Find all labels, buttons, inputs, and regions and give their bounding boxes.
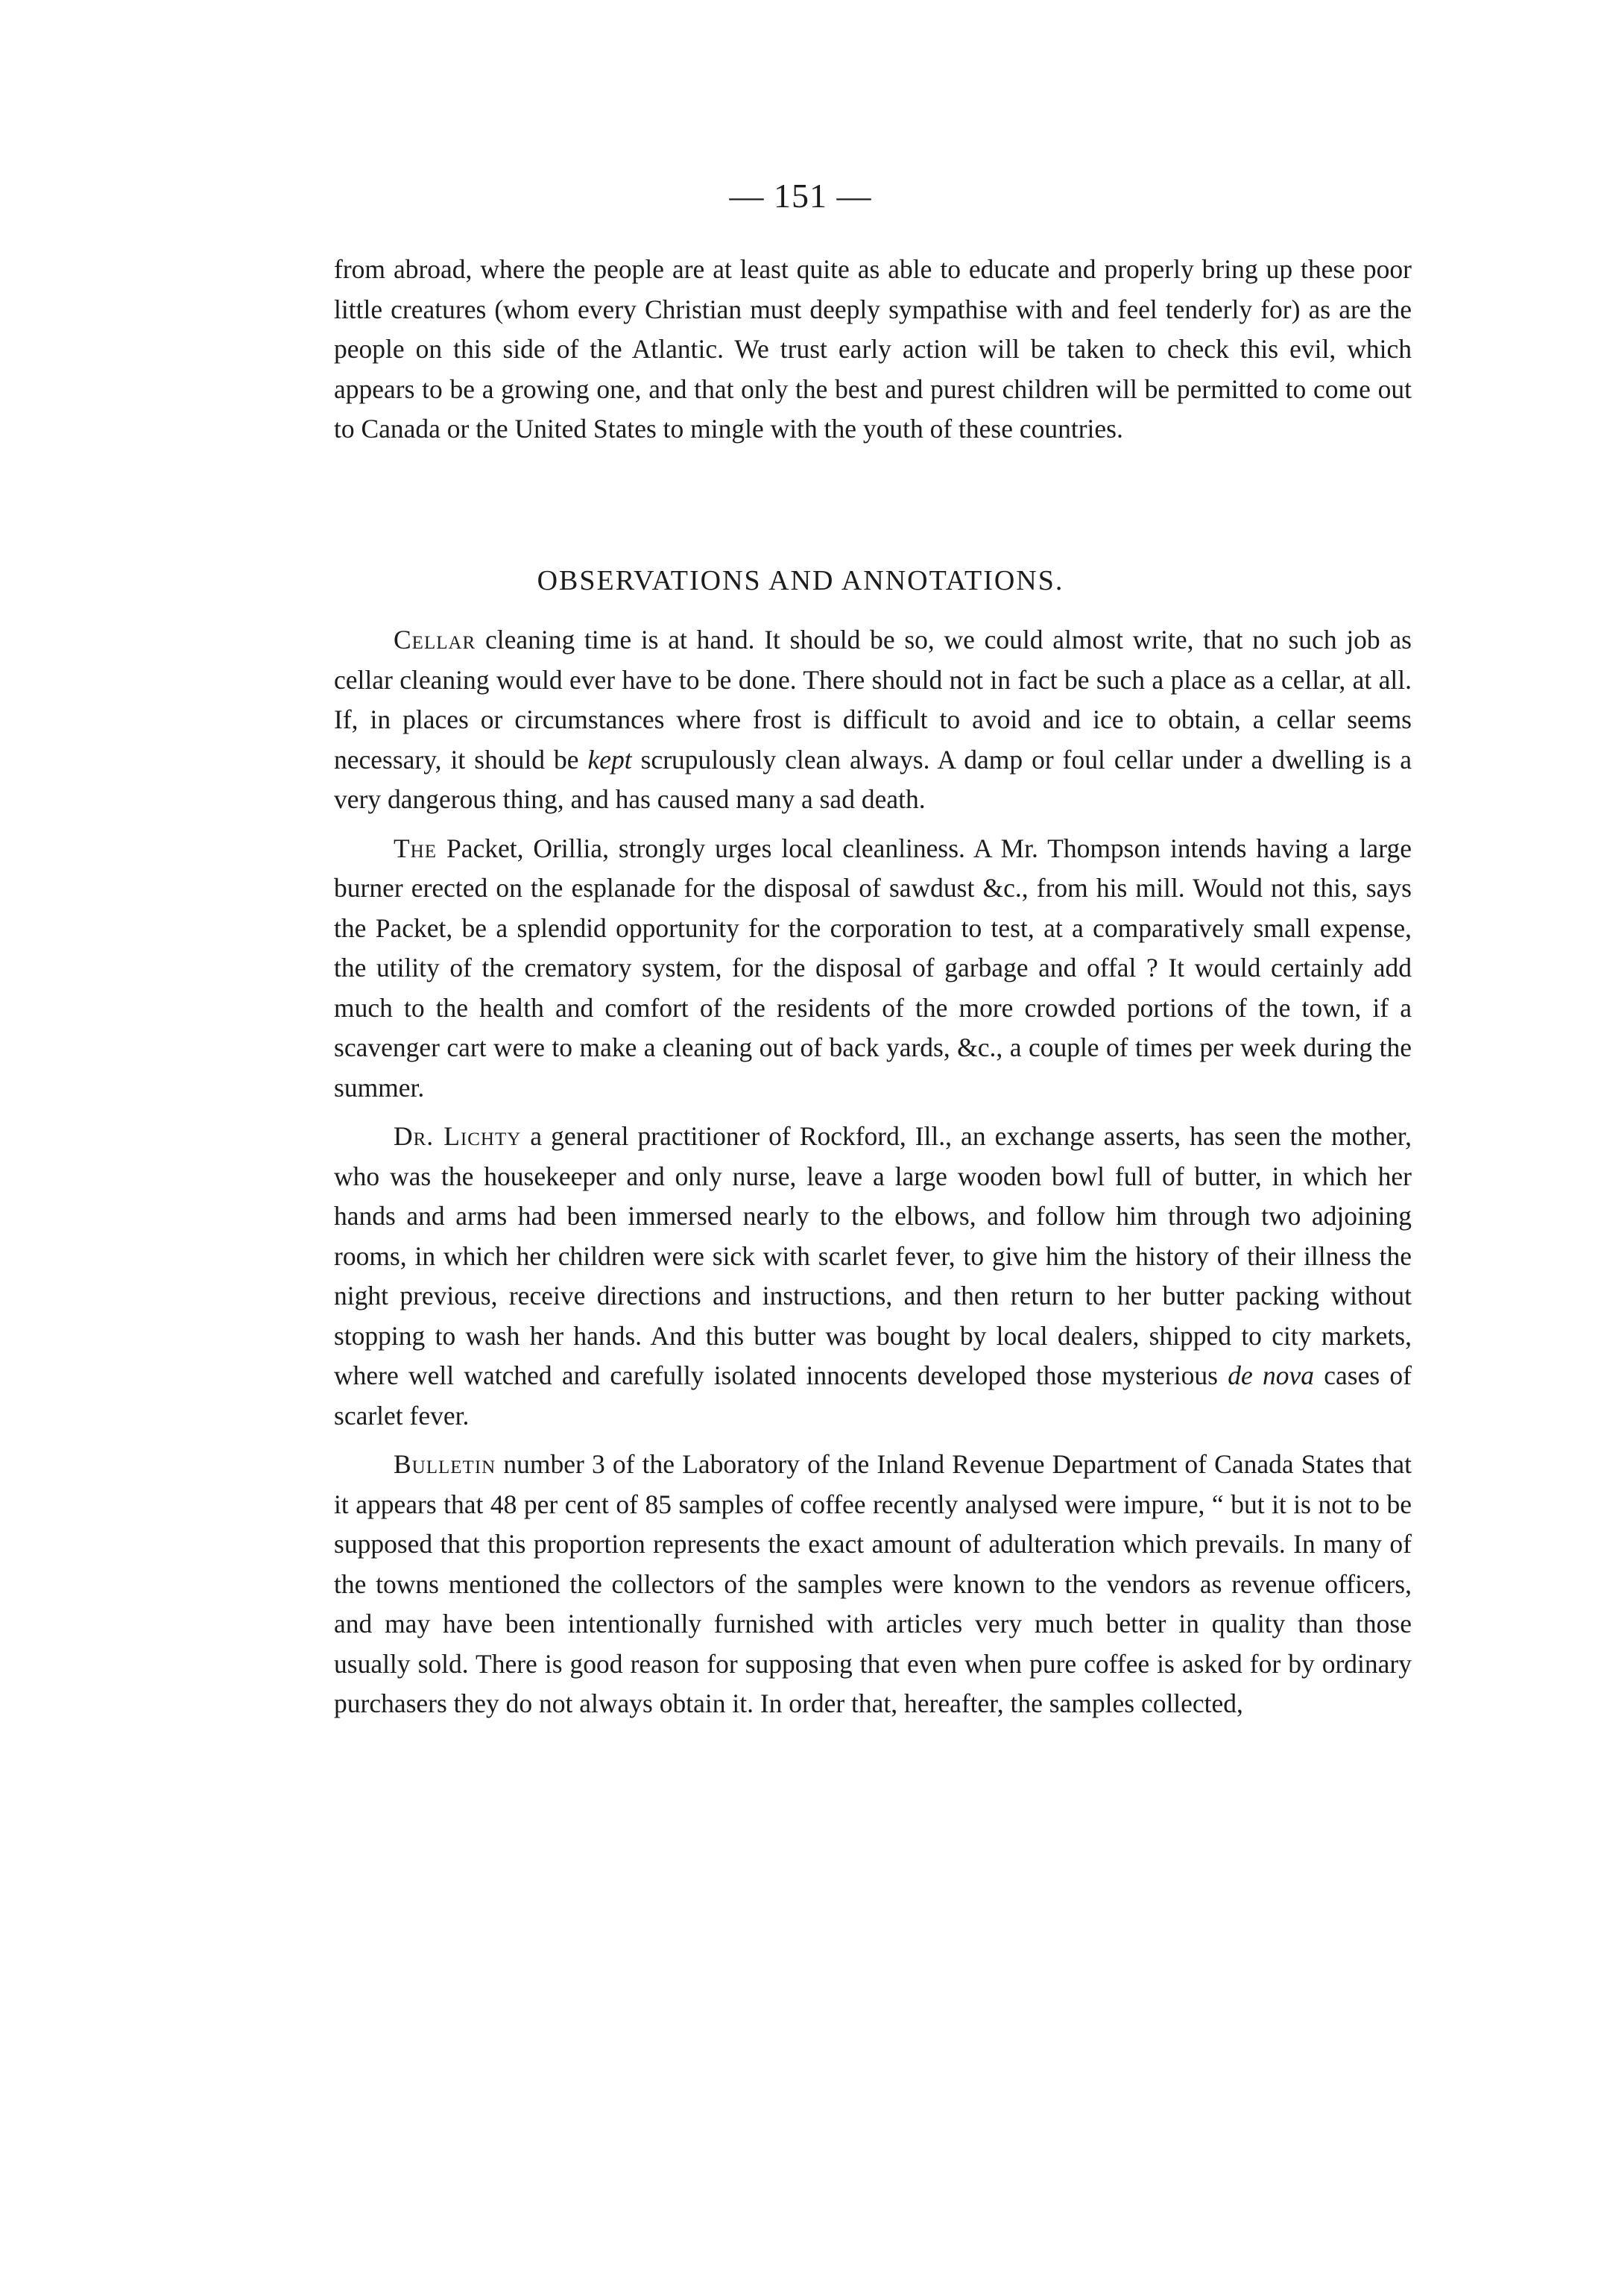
- page-number: — 151 —: [729, 177, 872, 215]
- paragraph-lead-word: Dr. Lichty: [394, 1121, 522, 1151]
- section-heading: OBSERVATIONS AND ANNOTATIONS.: [537, 565, 1064, 596]
- paragraph-text: a general practitioner of Rockford, Ill., an exchange asserts, has seen the mother, who was the housekeeper and only nurse, leave a large wooden bowl full of butter, in which her hands and arms had been immersed nearly to the elbows, and follow him through two adjoining rooms, in which her children were sick with scarlet fever, to give him the history of their illness the night previous, receive directions and instructions, and then return to her butter packing without stopping to wash her hands. And this butter was bought by local dealers, shipped to city markets, where well watched and carefully isolated innocents developed those mysterious: [334, 1121, 1412, 1390]
- paragraph-lichty: [334, 1117, 1412, 1436]
- emphasized-word: de nova: [1228, 1360, 1314, 1390]
- paragraph-packet: [334, 829, 1412, 1108]
- paragraph-text: scrupulously clean always. A damp or foul cellar under a dwelling is a very dangerous thing, and has caused many a sad death.: [334, 744, 1412, 814]
- paragraph-bulletin: [334, 1445, 1412, 1724]
- paragraph-lead-word: Cellar: [394, 625, 476, 655]
- paragraph-lead-word: The: [394, 833, 438, 863]
- paragraph-cellar: [334, 620, 1412, 820]
- paragraph-text: number 3 of the Laboratory of the Inland Revenue Department of Canada States that it appears that 48 per cent of 85 samples of coffee recently analysed were impure, “ but it is not to be supposed that this proportion represents the exact amount of adulteration which prevails. In many of the towns mentioned the collectors of the samples were known to the vendors as revenue officers, and may have been intentionally furnished with articles very much better in quality than those usually sold. There is good reason for supposing that even when pure coffee is asked for by ordinary purchasers they do not always obtain it. In order that, hereafter, the samples collected,: [334, 1449, 1412, 1718]
- intro-paragraph-block: [334, 250, 1412, 450]
- article-body: [334, 620, 1412, 1733]
- paragraph-text: cases of scarlet fever.: [334, 1360, 1412, 1431]
- emphasized-word: kept: [587, 744, 632, 775]
- paragraph-text: Packet, Orillia, strongly urges local cleanliness. A Mr. Thompson intends having a large burner erected on the esplanade for the disposal of sawdust &c., from his mill. Would not this, says the Packet, be a splendid opportunity for the corporation to test, at a comparatively small expense, the utility of the crematory system, for the disposal of garbage and offal ? It would certainly add much to the health and comfort of the residents of the more crowded portions of the town, if a scavenger cart were to make a cleaning out of back yards, &c., a couple of times per week during the summer.: [334, 833, 1412, 1103]
- paragraph-text: cleaning time is at hand. It should be so, we could almost write, that no such job as cellar cleaning would ever have to be done. There should not in fact be such a place as a cellar, at all. If, in places or circumstances where frost is difficult to avoid and ice to obtain, a cellar seems necessary, it should be: [334, 625, 1412, 775]
- paragraph-lead-word: Bulletin: [394, 1449, 496, 1479]
- intro-paragraph: from abroad, where the people are at least quite as able to educate and properly bring up these poor little creatures (whom every Christian must deeply sympathise with and feel tenderly for) as are the people on this side of the Atlantic. We trust early action will be taken to check this evil, which appears to be a growing one, and that only the best and purest children will be permitted to come out to Canada or the United States to mingle with the youth of these countries.: [334, 254, 1412, 444]
